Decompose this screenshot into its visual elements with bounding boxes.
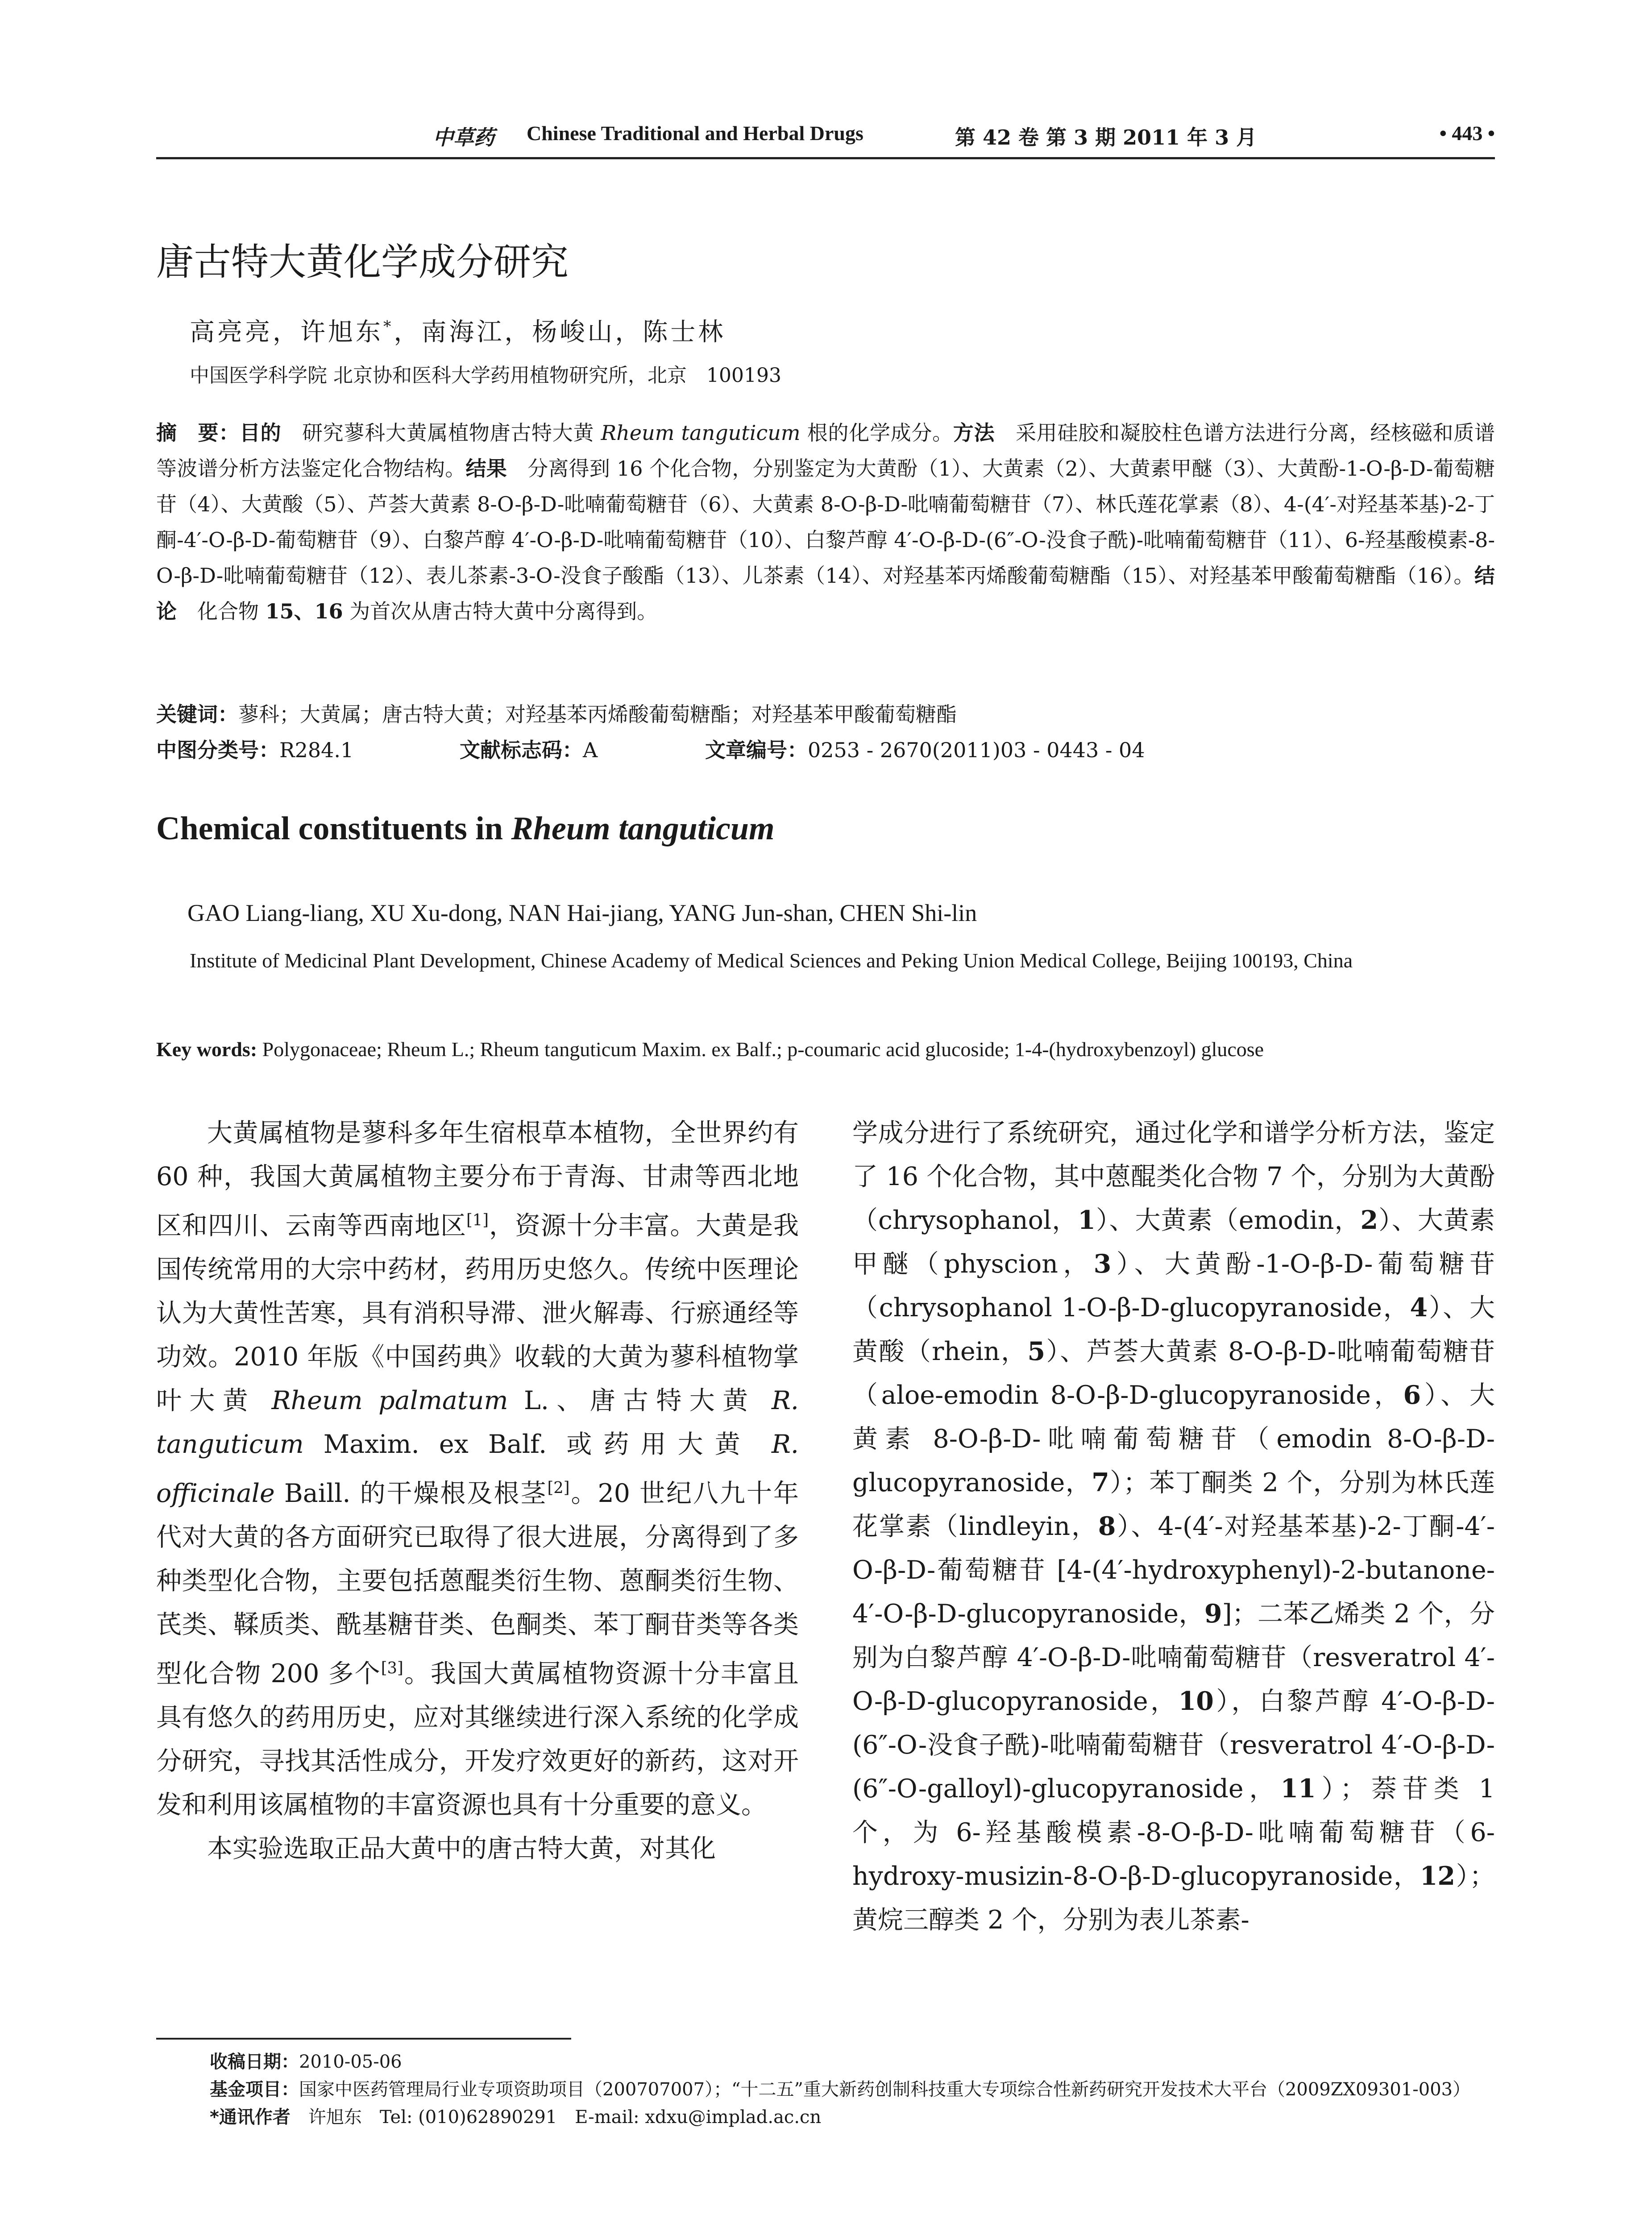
body-text: 学成分进行了系统研究，通过化学和谱学分析方法，鉴定了 16 个化合物，其中蒽醌类化合物 7 个，分别为大黄酚（chrysophanol， bbox=[852, 1118, 1495, 1235]
corresponding-label: *通讯作者 bbox=[210, 2107, 291, 2127]
keywords-en-text: Polygonaceae; Rheum L.; Rheum tanguticum Maxim. ex Balf.; p-coumaric acid glucoside; 1-4-(hydroxybenzoyl) glucose bbox=[262, 1038, 1264, 1061]
compound-number: 1 bbox=[1078, 1205, 1096, 1235]
body-paragraph-2: 本实验选取正品大黄中的唐古特大黄，对其化 bbox=[207, 1834, 716, 1863]
body-text: 。20 世纪八九十年代对大黄的各方面研究已取得了很大进展，分离得到了多种类型化合物，主要包括蒽醌类衍生物、蒽酮类衍生物、芪类、鞣质类、酰基糖苷类、色酮类、苯丁酮苷类等各类型化合物 200 多个 bbox=[156, 1479, 799, 1688]
received-date: 2010-05-06 bbox=[299, 2052, 402, 2072]
species-name: R. officinale bbox=[156, 1430, 799, 1508]
method-label: 方法 bbox=[953, 421, 995, 445]
issue-info: 第 42 卷 第 3 期 2011 年 3 月 bbox=[955, 125, 1257, 149]
citation-ref[interactable]: [2] bbox=[547, 1479, 570, 1497]
authors-en: GAO Liang-liang, XU Xu-dong, NAN Hai-jiang, YANG Jun-shan, CHEN Shi-lin bbox=[187, 900, 977, 926]
body-text: Baill. 的干燥根及根茎 bbox=[274, 1479, 548, 1508]
title-en bbox=[156, 810, 775, 848]
clc-number bbox=[156, 734, 353, 763]
article-value: 0253 - 2670(2011)03 - 0443 - 04 bbox=[808, 738, 1145, 762]
body-text: ）；苯丁酮类 2 个，分别为林氏莲花掌素（lindleyin， bbox=[852, 1468, 1495, 1541]
body-text: ）、4-(4′-对羟基苯基)-2-丁酮-4′-O-β-D-葡萄糖苷 [4-(4′-hydroxyphenyl)-2-butanone-4′-O-β-D-glucopyranoside， bbox=[852, 1512, 1495, 1629]
journal-name-en: Chinese Traditional and Herbal Drugs bbox=[527, 122, 863, 145]
received-label: 收稿日期： bbox=[210, 2052, 299, 2072]
authors-cn-part2: ，南海江，杨峻山，陈士林 bbox=[394, 318, 726, 347]
classification-line bbox=[156, 734, 1495, 770]
compound-number: 10 bbox=[1178, 1686, 1214, 1716]
doc-label: 文献标志码： bbox=[460, 738, 583, 762]
body-text: 大黄属植物是蓼科多年生宿根草本植物，全世界约有 60 种，我国大黄属植物主要分布于青海、甘肃等西北地区和四川、云南等西南地区 bbox=[156, 1118, 799, 1240]
abstract-cn bbox=[156, 415, 1495, 629]
keywords-cn-text: 蓼科；大黄属；唐古特大黄；对羟基苯丙烯酸葡萄糖酯；对羟基苯甲酸葡萄糖酯 bbox=[238, 702, 957, 726]
compound-number: 5 bbox=[1027, 1336, 1046, 1366]
body-text: ）；萘苷类 1 个，为 6-羟基酸模素-8-O-β-D-吡喃葡萄糖苷（6-hydroxy-musizin-8-O-β-D-glucopyranoside， bbox=[852, 1774, 1495, 1891]
method-text: 采用硅胶和凝胶柱色谱方法进行分离，经核磁和质谱等波谱分析方法鉴定化合物结构。 bbox=[156, 421, 1495, 481]
footnotes bbox=[210, 2048, 1495, 2131]
affiliation-en: Institute of Medicinal Plant Development, Chinese Academy of Medical Sciences and Peking Union Medical College, Beijing 100193, China bbox=[190, 949, 1353, 972]
compound-number: 11 bbox=[1280, 1774, 1316, 1804]
doc-value: A bbox=[583, 738, 598, 762]
species-name: Rheum palmatum bbox=[271, 1386, 508, 1415]
body-text: ）、大黄素 8-O-β-D-吡喃葡萄糖苷（emodin 8-O-β-D-glucopyranoside， bbox=[852, 1381, 1495, 1497]
body-text: ）、芦荟大黄素 8-O-β-D-吡喃葡萄糖苷（aloe-emodin 8-O-β-D-glucopyranoside， bbox=[852, 1337, 1495, 1410]
abstract-label: 摘 要： bbox=[156, 421, 240, 445]
compound-number: 9 bbox=[1204, 1599, 1222, 1629]
authors-cn-part1: 高亮亮，许旭东 bbox=[190, 318, 383, 347]
result-label: 结果 bbox=[465, 456, 507, 481]
keywords-cn bbox=[156, 698, 957, 728]
clc-label: 中图分类号： bbox=[156, 738, 279, 762]
body-text: ）、大黄素甲醚（physcion， bbox=[852, 1206, 1495, 1279]
purpose-text: 研究蓼科大黄属植物唐古特大黄 bbox=[281, 421, 601, 445]
body-paragraph-1 bbox=[156, 1111, 799, 1827]
result-text: 分离得到 16 个化合物，分别鉴定为大黄酚（1）、大黄素（2）、大黄素甲醚（3）、大黄酚-1-O-β-D-葡萄糖苷（4）、大黄酸（5）、芦荟大黄素 8-O-β-D-吡喃葡萄糖苷（6）、大黄素 8-O-β-D-吡喃葡萄糖苷（7）、林氏莲花掌素（8）、4-(4′-对羟基苯基)-2-丁酮-4′-O-β-D-葡萄糖苷（9）、白黎芦醇 4′-O-β-D-吡喃葡萄糖苷（10）、白黎芦醇 4′-O-β-D-(6″-O-没食子酰)-吡喃葡萄糖苷（11）、6-羟基酸模素-8-O-β-D-吡喃葡萄糖苷（12）、表儿茶素-3-O-没食子酸酯（13）、儿茶素（14）、对羟基苯丙烯酸葡萄糖酯（15）、对羟基苯甲酸葡萄糖酯（16）。 bbox=[156, 456, 1495, 588]
compound-number: 8 bbox=[1098, 1511, 1116, 1541]
affiliation-cn: 中国医学科学院 北京协和医科大学药用植物研究所，北京 100193 bbox=[190, 364, 781, 387]
compound-number: 12 bbox=[1420, 1861, 1456, 1891]
compound-number: 6 bbox=[1403, 1380, 1421, 1410]
keywords-cn-label: 关键词： bbox=[156, 702, 238, 726]
citation-ref[interactable]: [1] bbox=[466, 1211, 489, 1229]
page-number: • 443 • bbox=[1439, 122, 1495, 145]
compound-number: 2 bbox=[1360, 1205, 1378, 1235]
footnote-received bbox=[210, 2048, 1495, 2076]
doc-code bbox=[460, 734, 598, 763]
body-text: 。我国大黄属植物资源十分丰富且具有悠久的药用历史，应对其继续进行深入系统的化学成分研究，寻找其活性成分，开发疗效更好的新药，这对开发和利用该属植物的丰富资源也具有十分重要的意义。 bbox=[156, 1659, 799, 1820]
citation-ref[interactable]: [3] bbox=[381, 1659, 403, 1677]
body-text: ，资源十分丰富。大黄是我国传统常用的大宗中药材，药用历史悠久。传统中医理论认为大黄性苦寒，具有消积导滞、泄火解毒、行瘀通经等功效。2010 年版《中国药典》收载的大黄为蓼科植物掌叶大黄 bbox=[156, 1211, 799, 1415]
journal-name-cn: 中草药 bbox=[433, 125, 494, 149]
species-name: R. tanguticum bbox=[156, 1386, 799, 1459]
keywords-en-label: Key words: bbox=[156, 1038, 262, 1061]
conclusion-label: 结论 bbox=[156, 564, 1495, 623]
keywords-en bbox=[156, 1037, 1495, 1061]
corresponding-mark: * bbox=[383, 318, 394, 336]
body-text: ]；二苯乙烯类 2 个，分别为白黎芦醇 4′-O-β-D-吡喃葡萄糖苷（resveratrol 4′-O-β-D-glucopyranoside， bbox=[852, 1599, 1495, 1716]
article-label: 文章编号： bbox=[705, 738, 808, 762]
body-column-left bbox=[156, 1111, 799, 1870]
body-text: ），白黎芦醇 4′-O-β-D-(6″-O-没食子酰)-吡喃葡萄糖苷（resveratrol 4′-O-β-D-(6″-O-galloyl)-glucopyranoside， bbox=[852, 1687, 1495, 1804]
page-title: 唐古特大黄化学成分研究 bbox=[156, 240, 569, 284]
compound-number: 7 bbox=[1092, 1468, 1109, 1497]
purpose-text-end: 根的化学成分。 bbox=[800, 421, 953, 445]
body-text: L.、唐古特大黄 bbox=[508, 1386, 772, 1415]
footnote-corresponding bbox=[210, 2103, 1495, 2131]
purpose-species: Rheum tanguticum bbox=[601, 421, 801, 445]
compound-number: 3 bbox=[1093, 1249, 1112, 1279]
body-text: ）、大黄素（emodin， bbox=[1095, 1206, 1361, 1235]
corresponding-text: 许旭东 Tel: (010)62890291 E-mail: xdxu@implad.ac.cn bbox=[290, 2107, 822, 2127]
clc-value: R284.1 bbox=[279, 738, 354, 762]
title-en-species: Rheum tanguticum bbox=[511, 810, 775, 847]
article-number bbox=[705, 734, 1145, 763]
header-rule bbox=[156, 157, 1495, 159]
fund-label: 基金项目： bbox=[210, 2079, 299, 2100]
body-column-right bbox=[852, 1111, 1495, 1942]
conclusion-text: 化合物 bbox=[177, 599, 266, 623]
body-text: ）、大黄酚-1-O-β-D-葡萄糖苷（chrysophanol 1-O-β-D-glucopyranoside， bbox=[852, 1249, 1495, 1323]
body-text: ）；黄烷三醇类 2 个，分别为表儿茶素- bbox=[852, 1862, 1495, 1935]
purpose-label: 目的 bbox=[239, 421, 282, 445]
conclusion-text-end: 为首次从唐古特大黄中分离得到。 bbox=[343, 599, 658, 623]
conclusion-compounds: 15、16 bbox=[265, 599, 343, 623]
body-paragraph-2-cont bbox=[852, 1111, 1495, 1942]
body-text: ）、大黄酸（rhein， bbox=[852, 1293, 1495, 1366]
fund-text: 国家中医药管理局行业专项资助项目（200707007）；“十二五”重大新药创制科技重大专项综合性新药研究开发技术大平台（2009ZX09301-003） bbox=[299, 2079, 1471, 2100]
authors-cn bbox=[190, 312, 726, 348]
running-header bbox=[156, 117, 1495, 157]
body-text: Maxim. ex Balf. 或药用大黄 bbox=[303, 1430, 772, 1459]
title-en-text: Chemical constituents in bbox=[156, 810, 511, 847]
footnote-fund bbox=[210, 2076, 1495, 2103]
compound-number: 4 bbox=[1410, 1293, 1428, 1323]
footnote-rule bbox=[156, 2038, 571, 2040]
